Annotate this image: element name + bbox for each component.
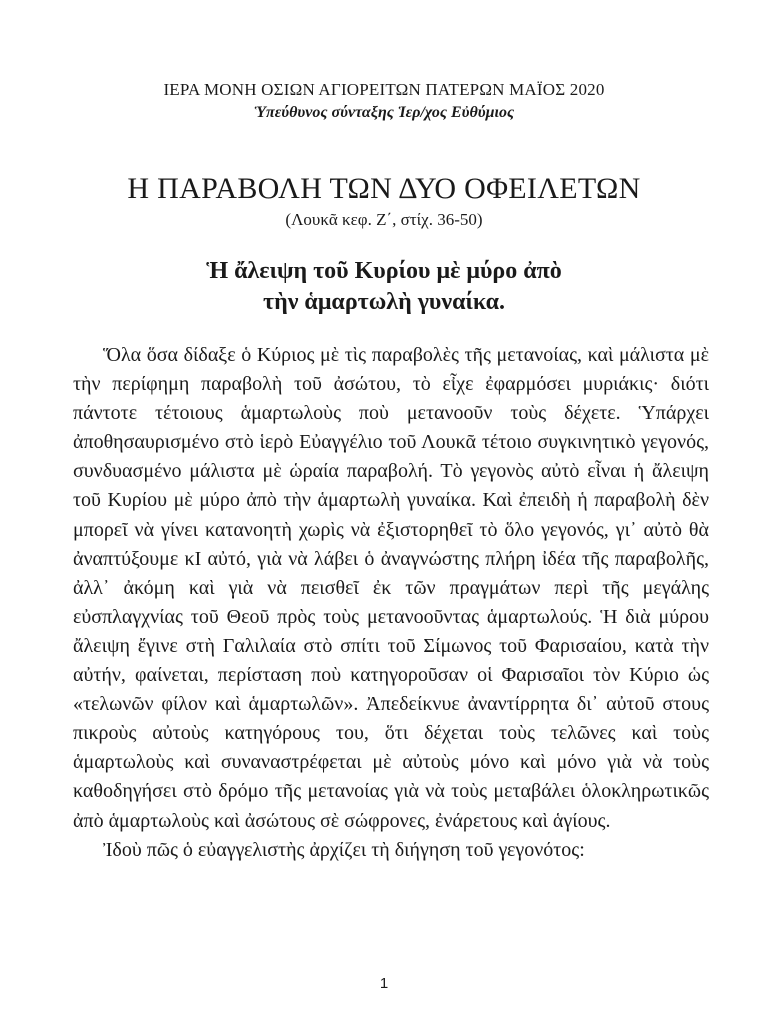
page-number: 1 — [379, 975, 389, 992]
paragraph: Ὅλα ὅσα δίδαξε ὁ Κύριος μὲ τὶς παραβολὲς τῆς μετανοίας, καὶ μάλιστα μὲ τὴν περίφημη παραβολὴ τοῦ ἀσώτου, τὸ εἶχε ἐφαρμόσει μυριάκις· διότι πάντοτε τέτοιους ἁμαρτωλοὺς ποὺ μετανοοῦν τοὺς δέχετε. Ὑπάρχει ἀποθησαυρισμένο στὸ ἱερὸ Εὐαγγέλιο τοῦ Λουκᾶ τέτοιο συγκινητικὸ γεγονός, συνδυασμένο μάλιστα μὲ ὡραία παραβολή. Τὸ γεγονὸς αὐτὸ εἶναι ἡ ἄλειψη τοῦ Κυρίου μὲ μύρο ἀπὸ τὴν ἁμαρτωλὴ γυναίκα. Καὶ ἐπειδὴ ἡ παραβολὴ δὲν μπορεῖ νὰ γίνει κατανοητὴ χωρὶς νὰ ἐξιστορηθεῖ τὸ ὅλο γεγονός, γι᾿ αὐτὸ θὰ ἀναπτύξουμε κΙ αὐτό, γιὰ νὰ λάβει ὁ ἀναγνώστης πλήρη ἰδέα τῆς παραβολῆς, ἀλλ᾿ ἀκόμη καὶ γιὰ νὰ πεισθεῖ ἐκ τῶν πραγμάτων περὶ τῆς μεγάλης εὐσπλαγχνίας τοῦ Θεοῦ πρὸς τοὺς μετανοοῦντας ἁμαρτωλούς. Ἡ διὰ μύρου ἄλειψη ἔγινε στὴ Γαλιλαία στὸ σπίτι τοῦ Σίμωνος τοῦ Φαρισαίου, κατὰ τὴν αὐτήν, φαίνεται, περίσταση ποὺ κατηγοροῦσαν οἱ Φαρισαῖοι τὸν Κύριο ὡς «τελωνῶν φίλον καὶ ἁμαρτωλῶν». Ἀπεδείκνυε ἀναντίρρητα δι᾿ αὐτοῦ στους πικροὺς αὐτοὺς κατηγόρους του, ὅτι δέχεται τοὺς τελῶνες καὶ τοὺς ἁμαρτωλοὺς καὶ συναναστρέφεται μὲ αὐτοὺς μόνο καὶ μόνο γιὰ νὰ τοὺς καθοδηγήσει στὸ δρόμο τῆς μετανοίας γιὰ νὰ τοὺς μεταβάλει ὁλοκληρωτικῶς ἀπὸ ἁμαρτωλοὺς καὶ ἀσώτους σὲ σώφρονες, ἐνάρετους καὶ ἁγίους. — [73, 344, 709, 832]
body-text — [73, 341, 709, 865]
section-subtitle: Ἡ ἄλειψη τοῦ Κυρίου μὲ μύρο ἀπὸ τὴν ἁμαρτωλὴ γυναίκα. — [206, 258, 562, 315]
paragraph: Ἰδοὺ πῶς ὁ εὐαγγελιστὴς ἀρχίζει τὴ διήγηση τοῦ γεγονότος: — [103, 838, 585, 861]
monastery-header: ΙΕΡΑ ΜΟΝΗ ΟΣΙΩΝ ΑΓΙΟΡΕΙΤΩΝ ΠΑΤΕΡΩΝ ΜΑΪΟΣ 2020 — [163, 80, 605, 99]
responsible-editor-line: Ὑπεύθυνος σύνταξης Ἱερ/χος Εὐθύμιος — [253, 104, 515, 121]
scripture-reference: (Λουκᾶ κεφ. Ζ΄, στίχ. 36-50) — [285, 210, 483, 229]
page-title: Η ΠΑΡΑΒΟΛΗ ΤΩΝ ΔΥΟ ΟΦΕΙΛΕΤΩΝ — [127, 172, 641, 205]
